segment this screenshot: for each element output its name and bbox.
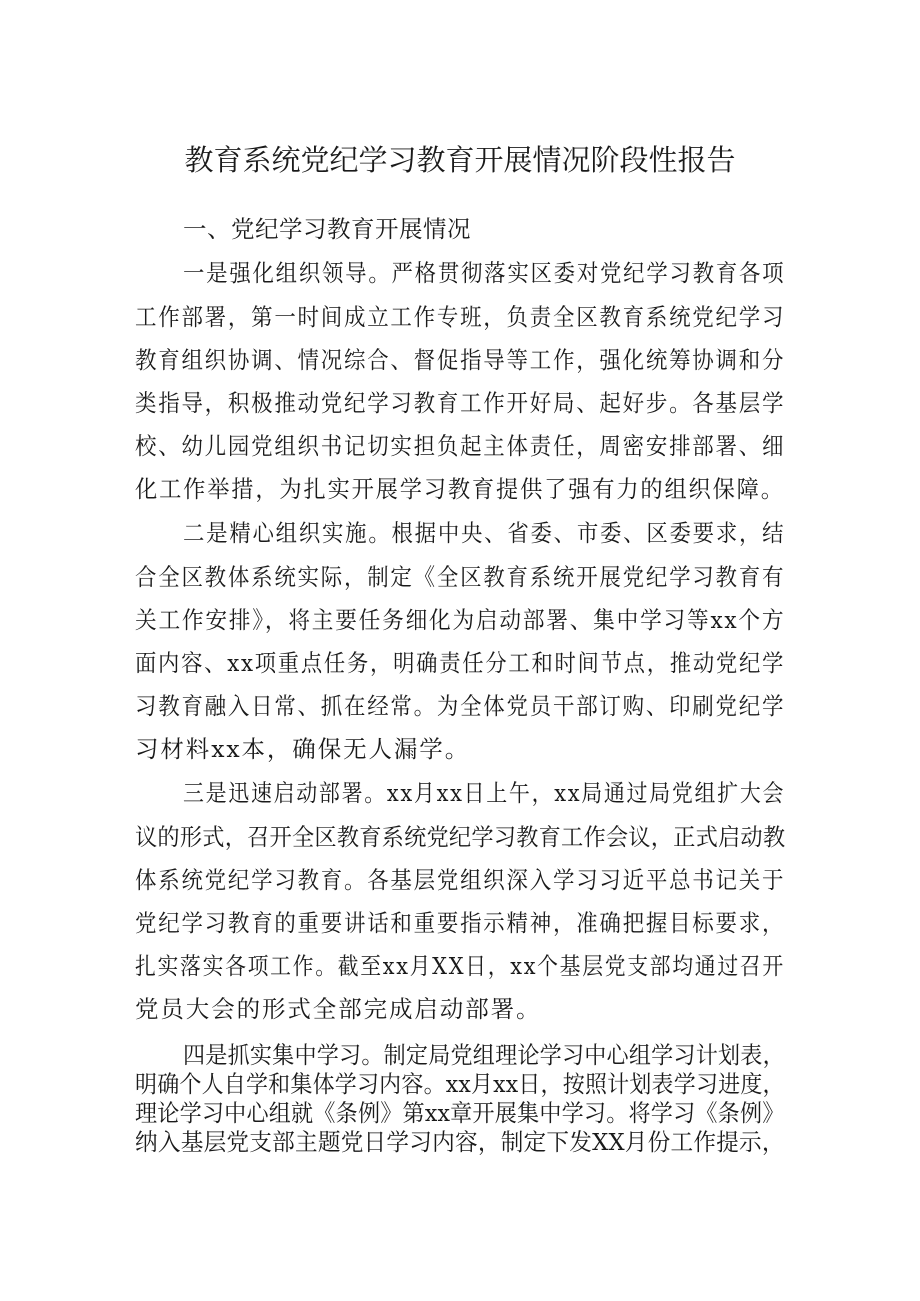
paragraph-line: 党员大会的形式全部完成启动部署。 xyxy=(135,995,542,1023)
section-heading: 一、党纪学习教育开展情况 xyxy=(183,215,471,243)
paragraph-line: 明确个人自学和集体学习内容。xx月xx日，按照计划表学习进度， xyxy=(135,1070,785,1098)
paragraph-line: 二是精心组织实施。根据中央、省委、市委、区委要求，结 xyxy=(183,519,786,547)
paragraph-line: 纳入基层党支部主题党日学习内容，制定下发XX月份工作提示， xyxy=(135,1128,785,1156)
paragraph-line: 习教育融入日常、抓在经常。为全体党员干部订购、印刷党纪学 xyxy=(135,692,786,720)
paragraph-line: 类指导，积极推动党纪学习教育工作开好局、起好步。各基层学 xyxy=(135,389,786,417)
paragraph-line: 化工作举措，为扎实开展学习教育提供了强有力的组织保障。 xyxy=(135,475,785,503)
paragraph-line: 党纪学习教育的重要讲话和重要指示精神，准确把握目标要求， xyxy=(135,909,786,937)
document-title: 教育系统党纪学习教育开展情况阶段性报告 xyxy=(184,143,736,177)
paragraph-line: 一是强化组织领导。严格贯彻落实区委对党纪学习教育各项 xyxy=(183,259,786,287)
paragraph-line: 四是抓实集中学习。制定局党组理论学习中心组学习计划表， xyxy=(183,1041,785,1069)
paragraph-line: 关工作安排》，将主要任务细化为启动部署、集中学习等xx个方 xyxy=(135,606,786,634)
paragraph-line: 理论学习中心组就《条例》第xx章开展集中学习。将学习《条例》 xyxy=(135,1099,785,1127)
paragraph-line: 面内容、xx项重点任务，明确责任分工和时间节点，推动党纪学 xyxy=(135,649,786,677)
paragraph-line: 教育组织协调、情况综合、督促指导等工作，强化统筹协调和分 xyxy=(135,346,786,374)
paragraph-line: 工作部署，第一时间成立工作专班，负责全区教育系统党纪学习 xyxy=(135,303,786,331)
paragraph-line: 习材料xx本，确保无人漏学。 xyxy=(135,735,471,763)
paragraph-line: 扎实落实各项工作。截至xx月XX日，xx个基层党支部均通过召开 xyxy=(135,952,785,980)
paragraph-line: 议的形式，召开全区教育系统党纪学习教育工作会议，正式启动教 xyxy=(135,823,786,851)
paragraph-line: 三是迅速启动部署。xx月xx日上午，xx局通过局党组扩大会 xyxy=(183,779,786,807)
paragraph-line: 校、幼儿园党组织书记切实担负起主体责任，周密安排部署、细 xyxy=(135,432,786,460)
paragraph-line: 合全区教体系统实际，制定《全区教育系统开展党纪学习教育有 xyxy=(135,563,786,591)
paragraph-line: 体系统党纪学习教育。各基层党组织深入学习习近平总书记关于 xyxy=(135,866,786,894)
